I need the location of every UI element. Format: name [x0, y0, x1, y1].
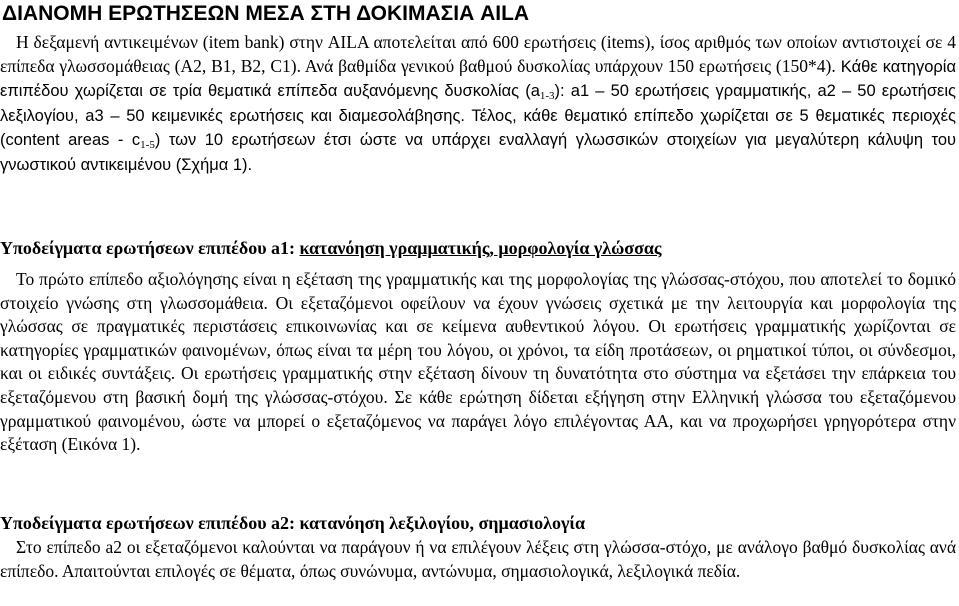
level-subscript: 1-3 — [539, 90, 555, 103]
section-a2-heading — [0, 511, 585, 535]
section-a1-heading — [0, 236, 662, 260]
intro-text-4: ) των 10 ερωτήσεων έτσι ώστε να υπάρχει εναλλαγή γλωσσικών στοιχείων για μεγαλύτερη κάλυψη του γνωστικού αντικειμένου (Σχήμα 1). — [0, 131, 957, 174]
page-title: ΔΙΑΝΟΜΗ ΕΡΩΤΗΣΕΩΝ ΜΕΣΑ ΣΤΗ ΔΟΚΙΜΑΣΙΑ AILA — [2, 2, 530, 25]
section-a1-heading-prefix: Υποδείγματα ερωτήσεων επιπέδου a1: — [0, 238, 300, 258]
intro-text-3: ): a1 – 50 ερωτήσεις γραμματικής, a2 – 50 ερωτήσεις λεξιλογίου, a3 – 50 κειμενικές ερωτήσεις και διαμεσολάβησης. Τέλος, κάθε θεματικό επίπεδο χωρίζεται σε 5 θεματικές περιοχές (content areas - c — [0, 82, 956, 150]
section-a2-heading-topic: κατανόηση λεξιλογίου, σημασιολογία — [299, 513, 586, 533]
intro-text-2: Κάθε κατηγορία επιπέδου χωρίζεται σε τρία θεματικά επίπεδα αυξανόμενης δυσκολίας (a — [0, 57, 956, 101]
section-a1-heading-topic: κατανόηση γραμματικής, μορφολογία γλώσσας — [299, 238, 662, 258]
section-a2-heading-prefix: Υποδείγματα ερωτήσεων επιπέδου a2: — [0, 513, 300, 533]
section-a2-body: Στο επίπεδο a2 οι εξεταζόμενοι καλούνται να παράγουν ή να επιλέγουν λέξεις στη γλώσσα-στόχο, με ανάλογο βαθμό δυσκολίας ανά επίπεδο. Απαιτούνται επιλογές σε θέματα, όπως συνώνυμα, αντώνυμα, σημασιολογικά, λεξιλογικά πεδία. — [0, 537, 956, 581]
intro-paragraph — [0, 31, 956, 178]
section-a1-body: Το πρώτο επίπεδο αξιολόγησης είναι η εξέταση της γραμματικής και της μορφολογίας της γλώσσας-στόχου, που αποτελεί το δομικό στοιχείο γνώσης στη γλωσσομάθεια. Οι εξεταζόμενοι οφείλουν να έχουν γνώσεις σχετικά με την λειτουργία και μορφολογία της γλώσσας σε πραγματικές περιστάσεις επικοινωνίας και σε κείμενα αυθεντικού λόγου. Οι ερωτήσεις γραμματικής χωρίζονται σε κατηγορίες γραμματικών φαινομένων, όπως είναι τα μέρη του λόγου, οι χρόνοι, τα είδη προτάσεων, οι ρηματικοί τύποι, οι σύνδεσμοι, και οι ειδικές συντάξεις. Οι ερωτήσεις γραμματικής στην εξέταση δίνουν τη δυνατότητα στο σύστημα να εξετάσει την επάρκεια του εξεταζόμενου στη βασική δομή της γλώσσας-στόχου. Σε κάθε ερώτηση δίδεται εξήγηση στην Ελληνική γλώσσα του εξεταζόμενου γραμματικού φαινομένου, ώστε να μπορεί ο εξεταζόμενος να παράγει λόγο επιλέγοντας ΑΑ, και να προχωρήσει γρηγορότερα στην εξέταση (Εικόνα 1). — [0, 269, 956, 455]
content-area-subscript: 1-5 — [140, 139, 155, 152]
intro-text-1: Η δεξαμενή αντικειμένων (item bank) στην AILA αποτελείται από 600 ερωτήσεις (items), ίσος αριθμός των οποίων αντιστοιχεί σε 4 επίπεδα γλωσσομάθειας (Α2, Β1, Β2, C1). Ανά βαθμίδα γενικού βαθμού δυσκολίας υπάρχουν 150 ερωτήσεις (150*4). — [0, 32, 956, 76]
